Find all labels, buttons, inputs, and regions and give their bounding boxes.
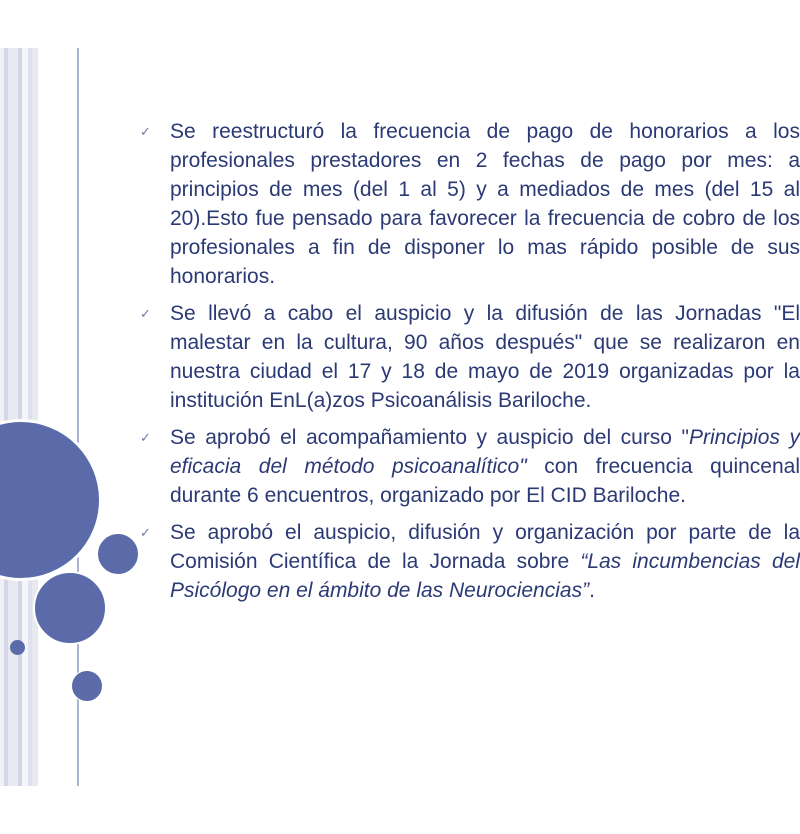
bullet-text: Se reestructuró la frecuencia de pago de honorarios a los profesionales prestadores en 2 fechas de pago por mes: a principios de mes (del 1 al 5) y a mediados de mes (del 15 al 20).Esto fue pensado para favorecer la frecuencia de cobro de los profesionales a fin de disponer lo mas rápido posible de sus honorarios. <box>170 120 800 288</box>
check-icon: ✓ <box>140 124 151 139</box>
bullet-text-post: . <box>589 579 595 602</box>
decor-circle-small <box>71 670 103 702</box>
event-title: “Las incumbencias del Psicólogo en el ámbito de las Neurociencias” <box>170 550 800 602</box>
bullet-item <box>140 299 800 415</box>
check-icon: ✓ <box>140 525 151 540</box>
course-title: Principios y eficacia del método psicoanalítico" <box>170 426 800 478</box>
decor-stripe <box>8 48 18 786</box>
decor-circle-tiny <box>10 640 25 655</box>
bullet-item <box>140 423 800 510</box>
check-icon: ✓ <box>140 306 151 321</box>
bullet-list <box>140 117 800 613</box>
bullet-item <box>140 518 800 605</box>
decor-circle-medium <box>33 571 107 645</box>
decor-circle-small <box>96 532 140 576</box>
bullet-text: Se llevó a cabo el auspicio y la difusión de las Jornadas "El malestar en la cultura, 90 años después" que se realizaron en nuestra ciudad el 17 y 18 de mayo de 2019 organizadas por la institución EnL(a)zos Psicoanálisis Bariloche. <box>170 302 800 412</box>
bullet-text-pre: Se aprobó el auspicio, difusión y organización por parte de la Comisión Científica de la Jornada sobre <box>170 521 800 573</box>
decor-circle-large <box>0 419 102 581</box>
decor-stripe <box>32 48 38 786</box>
bullet-text-post: con frecuencia quincenal durante 6 encuentros, organizado por El CID Bariloche. <box>170 455 800 507</box>
check-icon: ✓ <box>140 430 151 445</box>
bullet-item <box>140 117 800 291</box>
bullet-text-pre: Se aprobó el acompañamiento y auspicio del curso " <box>170 426 689 449</box>
